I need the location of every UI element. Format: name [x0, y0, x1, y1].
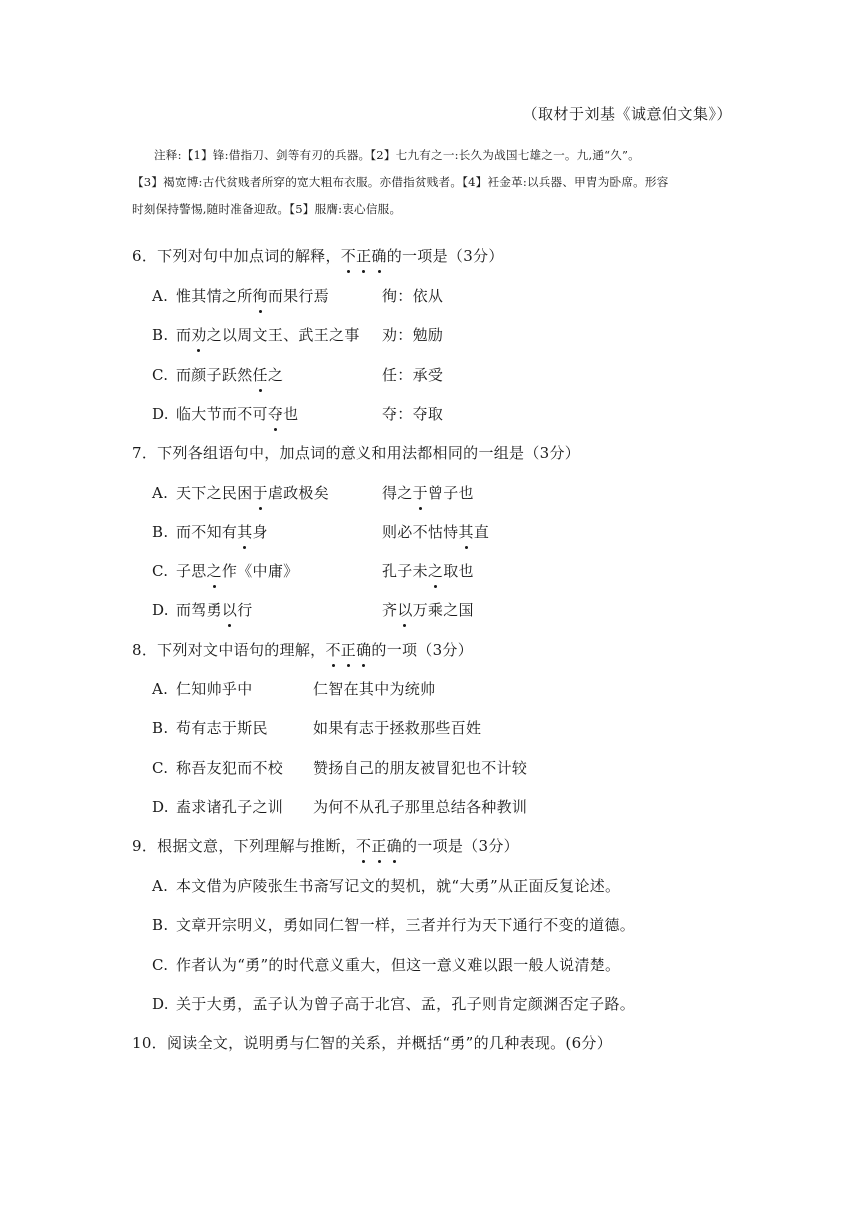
- emphasis-dotted: [356, 837, 402, 855]
- option-pair-second: 则必不怙恃其直: [382, 520, 489, 544]
- question-8: 8．下列对文中语句的理解，不正确的一项（3分）: [132, 638, 732, 662]
- dotted-word: 其: [459, 520, 474, 544]
- note-line: 注释:【1】锋:借指刀、剑等有刃的兵器。【2】七九有之一:长久为战国七雄之一。九,通“久”。: [154, 148, 640, 162]
- question-9-option-b: B. 文章开宗明义，勇如同仁智一样，三者并行为天下通行不变的道德。: [152, 916, 636, 934]
- question-9-option-d: D. 关于大勇，孟子认为曾子高于北宫、孟，孔子则肯定颜渊否定子路。: [152, 995, 636, 1013]
- dotted-word: 以: [397, 598, 412, 622]
- question-10: 10．阅读全文，说明勇与仁智的关系，并概括“勇”的几种表现。(6分）: [132, 1034, 613, 1052]
- dotted-char: 不: [325, 638, 340, 662]
- dotted-word: 夺: [268, 402, 283, 426]
- question-7-option-a: A. 天下之民困于虐政极矣 得之于曾子也: [152, 481, 329, 505]
- dotted-word: 任: [253, 363, 268, 387]
- option-explanation: 如果有志于拯救那些百姓: [313, 719, 482, 737]
- question-6: 6．下列对句中加点词的解释，不正确的一项是（3分）: [132, 244, 732, 268]
- question-6-option-d: D. 临大节而不可夺也 夺：夺取: [152, 402, 298, 426]
- source-citation: （取材于刘基《诚意伯文集》）: [522, 105, 732, 123]
- emphasis-dotted: [325, 641, 371, 659]
- dotted-char: 不: [341, 244, 356, 268]
- question-6-option-b: B. 而劝之以周文王、武王之事 劝：勉励: [152, 323, 360, 347]
- dotted-word: 以: [222, 598, 237, 622]
- question-6-option-a: A. 惟其情之所徇而果行焉 徇：依从: [152, 284, 329, 308]
- question-7-option-c: C. 子思之作《中庸》 孔子未之取也: [152, 559, 298, 583]
- question-9-option-a: A. 本文借为庐陵张生书斋写记文的契机，就“大勇”从正面反复论述。: [152, 877, 621, 895]
- note-line: 时刻保持警惕,随时准备迎敌。【5】服膺:衷心信服。: [132, 202, 402, 216]
- dotted-word: 之: [207, 559, 222, 583]
- dotted-char: 正: [341, 638, 356, 662]
- question-9: 9．根据文意，下列理解与推断，不正确的一项是（3分）: [132, 834, 732, 858]
- dotted-char: 确: [387, 834, 402, 858]
- dotted-word: 于: [253, 481, 268, 505]
- question-8-option-b: B. 苟有志于斯民 如果有志于拯救那些百姓: [152, 716, 268, 740]
- option-explanation: 仁智在其中为统帅: [313, 680, 436, 698]
- dotted-word: 其: [237, 520, 252, 544]
- question-7-option-b: B. 而不知有其身 则必不怙恃其直: [152, 520, 268, 544]
- option-pair-second: 孔子未之取也: [382, 559, 474, 583]
- dotted-word: 徇: [253, 284, 268, 308]
- dotted-word: 之: [428, 559, 443, 583]
- option-pair-second: 得之于曾子也: [382, 481, 474, 505]
- dotted-word: 劝: [191, 323, 206, 347]
- dotted-char: 正: [371, 834, 386, 858]
- question-8-option-d: D. 盍求诸孔子之训 为何不从孔子那里总结各种教训: [152, 795, 283, 819]
- question-8-option-c: C. 称吾友犯而不校 赞扬自己的朋友被冒犯也不计较: [152, 756, 283, 780]
- option-pair-second: 齐以万乘之国: [382, 598, 474, 622]
- question-9-option-c: C. 作者认为“勇”的时代意义重大，但这一意义难以跟一般人说清楚。: [152, 956, 621, 974]
- note-line: 【3】褐宽博:古代贫贱者所穿的宽大粗布衣服。亦借指贫贱者。【4】衽金革:以兵器、甲胄为卧席。形容: [132, 175, 669, 189]
- dotted-word: 于: [413, 481, 428, 505]
- option-explanation: 任：承受: [382, 366, 444, 384]
- question-7: 7．下列各组语句中，加点词的意义和用法都相同的一组是（3分）: [132, 444, 581, 462]
- dotted-char: 不: [356, 834, 371, 858]
- option-explanation: 劝：勉励: [382, 326, 444, 344]
- question-6-option-c: C. 而颜子跃然任之 任：承受: [152, 363, 283, 387]
- option-explanation: 徇：依从: [382, 287, 444, 305]
- question-8-option-a: A. 仁知帅乎中 仁智在其中为统帅: [152, 677, 253, 701]
- option-explanation: 夺：夺取: [382, 405, 444, 423]
- dotted-char: 确: [371, 244, 386, 268]
- dotted-char: 确: [356, 638, 371, 662]
- annotation-notes: [132, 142, 732, 223]
- dotted-char: 正: [356, 244, 371, 268]
- option-explanation: 赞扬自己的朋友被冒犯也不计较: [313, 759, 528, 777]
- option-explanation: 为何不从孔子那里总结各种教训: [313, 798, 528, 816]
- question-7-option-d: D. 而驾勇以行 齐以万乘之国: [152, 598, 253, 622]
- emphasis-dotted: [341, 247, 387, 265]
